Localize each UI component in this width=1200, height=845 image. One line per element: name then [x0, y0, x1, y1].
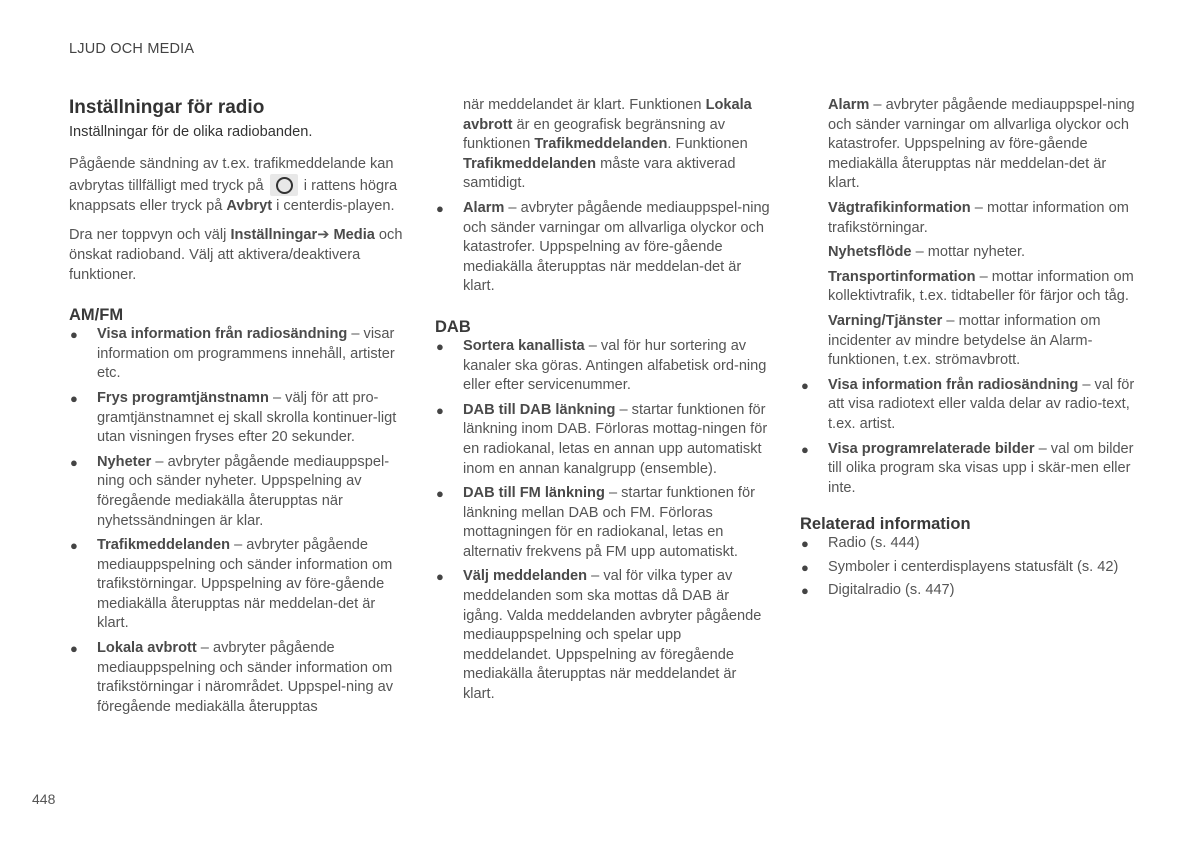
term: Nyhetsflöde [828, 244, 912, 261]
description: – val för att visa radiotext eller valda delar av radio-text, t.ex. artist. [828, 376, 1135, 432]
bullet-icon: ● [70, 641, 78, 657]
term: Lokala avbrott [97, 640, 197, 657]
link-text[interactable]: Symboler i centerdisplayens statusfält (s. 42) [828, 558, 1119, 575]
term: Trafikmeddelanden [534, 136, 668, 153]
related-link[interactable] [800, 581, 1136, 601]
description: – mottar information om incidenter av mindre betydelse än Alarm-funktionen, t.ex. strömavbrott. [828, 312, 1101, 369]
text: är en geografisk begränsning av funktionen [463, 116, 726, 153]
sub-item [800, 268, 1136, 307]
section-heading-dab: DAB [435, 317, 471, 336]
column-1 [69, 96, 405, 722]
sub-item [800, 312, 1136, 371]
bullet-icon: ● [436, 200, 444, 216]
term: Varning/Tjänster [828, 312, 943, 329]
description: – avbryter pågående mediauppspelning och sänder information om trafikstörningar. Uppspelning av före-gående mediakälla återupptas när meddelan-det är klart. [97, 537, 393, 632]
sub-item [800, 96, 1136, 194]
bullet-icon: ● [436, 338, 444, 354]
text: när meddelandet är klart. Funktionen [463, 97, 706, 113]
arrow-right-icon: ➔ [317, 227, 330, 244]
page-number: 448 [32, 791, 56, 807]
intro-text: Dra ner toppvyn och välj [69, 227, 227, 244]
term: Alarm [828, 97, 870, 113]
display-options-list [800, 376, 1136, 499]
circle-button-icon [270, 174, 298, 196]
bullet-icon: ● [436, 402, 444, 418]
intro-text: i centerdis-playen. [276, 197, 395, 214]
related-links [800, 534, 1136, 601]
sub-item [800, 199, 1136, 238]
text: . Funktionen [667, 136, 748, 153]
list-item [69, 639, 405, 717]
term: Trafikmeddelanden [97, 537, 231, 554]
subtitle: Inställningar för de olika radiobanden. [69, 124, 313, 140]
column-3 [800, 96, 1136, 605]
term: Frys programtjänstnamn [97, 389, 269, 406]
term: Lokala avbrott [463, 97, 752, 133]
list-item [435, 484, 771, 562]
term: Nyheter [97, 453, 152, 470]
description: – startar funktionen för länkning inom DAB. Förloras mottag-ningen för en radiokanal, letas en annan upp automatiskt inom en annan kanalgrupp (ensemble). [463, 401, 768, 477]
description: – val för vilka typer av meddelanden som ska mottas då DAB är igång. Valda meddelanden avbryter pågående mediauppspelning och spelar upp meddelandet. Uppspelning av föregående mediakälla återupptas när meddelandet är klart. [463, 568, 762, 703]
description: – mottar information om trafikstörningar. [828, 199, 1129, 236]
link-text[interactable]: Digitalradio (s. 447) [828, 582, 955, 599]
bullet-icon: ● [436, 569, 444, 585]
description: – mottar information om kollektivtrafik, t.ex. tidtabeller för färjor och tåg. [828, 268, 1134, 305]
intro-paragraph-1 [69, 155, 405, 217]
description: – avbryter pågående mediauppspel-ning och sänder nyheter. Uppspelning av föregående mediakälla återupptas när nyhetssändningen är klar. [97, 453, 390, 529]
list-item [69, 325, 405, 384]
list-item [435, 337, 771, 396]
description: – avbryter pågående mediauppspel-ning och sänder varningar om allvarliga olyckor och katastrofer. Uppspelning av före-gående mediakälla återupptas när meddelan-det är klart. [828, 97, 1135, 192]
description: – avbryter pågående mediauppspel-ning och sänder varningar om allvarliga olyckor och katastrofer. Uppspelning av före-gående mediakälla återupptas när meddelan-det är klart. [463, 199, 770, 295]
bullet-icon: ● [436, 486, 444, 502]
description: – startar funktionen för länkning mellan DAB och FM. Förloras mottagningen för en radiokanal, letas en alternativ frekvens på FM upp automatiskt. [463, 485, 755, 560]
section-heading-amfm: AM/FM [69, 306, 124, 325]
description: – val för hur sortering av kanaler ska göras. Antingen alfabetisk ord-ning eller efter servicenummer. [463, 337, 767, 394]
amfm-list [69, 325, 405, 717]
bullet-icon: ● [70, 390, 78, 406]
term: Visa programrelaterade bilder [828, 440, 1035, 457]
description: – avbryter pågående mediauppspelning och sänder information om trafikstörningar i närområdet. Uppspel-ning av föregående mediakälla återupptas [97, 640, 394, 715]
list-item [69, 536, 405, 634]
list-item [800, 440, 1136, 499]
menu-path-installningar: Inställningar [230, 227, 318, 244]
list-item [435, 199, 771, 297]
continued-text [435, 96, 771, 194]
term: Visa information från radiosändning [97, 326, 348, 343]
alarm-list [435, 199, 771, 297]
intro-text: och önskat radioband. Välj att aktivera/deaktivera funktioner. [69, 227, 403, 283]
term: Transportinformation [828, 268, 976, 285]
list-item [69, 453, 405, 531]
text: måste vara aktiverad samtidigt. [463, 155, 736, 192]
column-2 [435, 96, 771, 710]
description: – val om bilder till olika program ska visas upp i skär-men eller inte. [828, 440, 1134, 496]
avbryt-term: Avbryt [226, 197, 273, 214]
menu-path-media: Media [333, 227, 375, 244]
link-text[interactable]: Radio (s. 444) [828, 535, 920, 552]
bullet-icon: ● [801, 441, 809, 457]
related-link[interactable] [800, 534, 1136, 554]
description: – mottar nyheter. [911, 244, 1026, 261]
page-title: Inställningar för radio [69, 97, 265, 118]
bullet-icon: ● [70, 538, 78, 554]
term: DAB till FM länkning [463, 485, 605, 502]
related-info-heading: Relaterad information [800, 515, 971, 534]
term: DAB till DAB länkning [463, 401, 616, 418]
term: Sortera kanallista [463, 337, 585, 354]
intro-paragraph-2 [69, 226, 405, 285]
list-item [435, 401, 771, 479]
intro-text: i rattens högra knappsats eller tryck på [69, 178, 398, 214]
term: Välj meddelanden [463, 568, 588, 585]
list-item [435, 567, 771, 704]
bullet-icon: ● [70, 454, 78, 470]
related-link[interactable] [800, 558, 1136, 578]
term: Trafikmeddelanden [463, 155, 597, 172]
bullet-icon: ● [801, 583, 809, 599]
description: – visar information om programmens innehåll, artister etc. [97, 326, 395, 382]
section-header: LJUD OCH MEDIA [69, 41, 195, 57]
term: Vägtrafikinformation [828, 199, 971, 216]
list-item [800, 376, 1136, 435]
bullet-icon: ● [70, 327, 78, 343]
intro-text: Pågående sändning av t.ex. trafikmeddelande kan avbrytas tillfälligt med tryck på [69, 155, 394, 195]
description: – välj för att pro-gramtjänstnamnet ej skall skrolla kontinuer-ligt utan visningen fryses efter 20 sekunder. [97, 389, 397, 446]
sub-item [800, 243, 1136, 263]
bullet-icon: ● [801, 559, 809, 575]
bullet-icon: ● [801, 377, 809, 393]
list-item [69, 389, 405, 448]
dab-list [435, 337, 771, 705]
term: Alarm [463, 199, 505, 216]
term: Visa information från radiosändning [828, 376, 1079, 393]
bullet-icon: ● [801, 536, 809, 552]
